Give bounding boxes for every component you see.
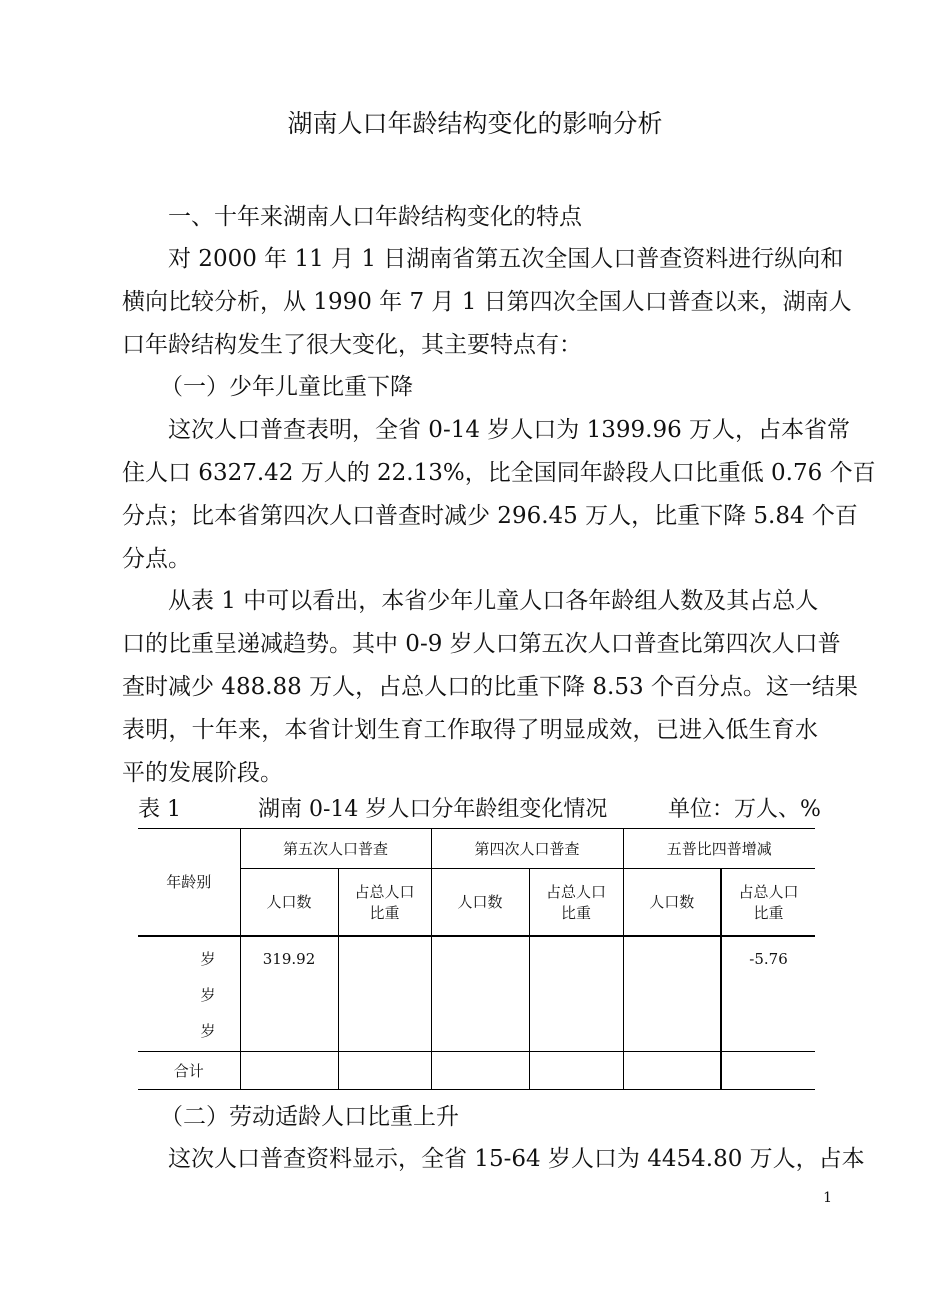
paragraph-line: 分点；比本省第四次人口普查时减少 296.45 万人，比重下降 5.84 个百 (122, 503, 858, 529)
col-header-ratio (529, 869, 623, 936)
fourth-ratio-cell (529, 936, 623, 1052)
table-caption (138, 792, 821, 824)
subsection-heading: （一）少年儿童比重下降 (160, 374, 413, 400)
total-cell (240, 1052, 338, 1090)
col-header-pop: 人口数 (623, 869, 721, 936)
total-label: 合计 (138, 1052, 240, 1090)
document-title: 湖南人口年龄结构变化的影响分析 (287, 109, 663, 138)
table-unit: 单位：万人、% (668, 797, 821, 822)
fourth-pop-cell (431, 936, 529, 1052)
diff-pop-cell (623, 936, 721, 1052)
paragraph-line: 分点。 (122, 546, 191, 572)
page-number: 1 (823, 1190, 832, 1206)
row-header-cell (138, 829, 240, 936)
data-table (138, 828, 815, 1090)
intro-line: 横向比较分析，从 1990 年 7 月 1 日第四次全国人口普查以来，湖南人 (122, 289, 852, 315)
diff-ratio-value: -5.76 (749, 949, 788, 968)
age-group-label: 岁 (200, 949, 216, 968)
total-cell (431, 1052, 529, 1090)
total-cell (529, 1052, 623, 1090)
col-header-ratio-line: 比重 (753, 903, 784, 922)
row-header: 年龄别 (166, 873, 212, 892)
paragraph-line: 平的发展阶段。 (122, 760, 283, 786)
fifth-pop-cell (240, 936, 338, 1052)
total-cell (721, 1052, 815, 1090)
section-heading: 一、十年来湖南人口年龄结构变化的特点 (168, 204, 582, 230)
paragraph-line: 表明，十年来，本省计划生育工作取得了明显成效，已进入低生育水 (122, 717, 818, 743)
intro-line: 对 2000 年 11 月 1 日湖南省第五次全国人口普查资料进行纵向和 (168, 246, 844, 272)
fifth-ratio-cell (338, 936, 431, 1052)
fifth-pop-value: 319.92 (262, 949, 316, 968)
group-header: 第五次人口普查 (240, 829, 431, 869)
group-header: 五普比四普增减 (623, 829, 815, 869)
paragraph-line: 查时减少 488.88 万人，占总人口的比重下降 8.53 个百分点。这一结果 (122, 674, 858, 700)
age-group-label: 岁 (200, 1021, 216, 1040)
paragraph-line: 住人口 6327.42 万人的 22.13%，比全国同年龄段人口比重低 0.76 个百 (122, 460, 876, 486)
col-header-ratio-line: 占总人口 (546, 882, 607, 901)
paragraph-line: 口的比重呈递减趋势。其中 0-9 岁人口第五次人口普查比第四次人口普 (122, 631, 841, 657)
diff-ratio-cell (721, 936, 815, 1052)
table-title: 湖南 0-14 岁人口分年龄组变化情况 (258, 797, 608, 822)
col-header-ratio-line: 比重 (561, 903, 592, 922)
col-header-pop: 人口数 (240, 869, 338, 936)
col-header-ratio-line: 占总人口 (354, 882, 415, 901)
paragraph-line: 这次人口普查资料显示，全省 15-64 岁人口为 4454.80 万人，占本 (168, 1146, 865, 1172)
subsection-heading: （二）劳动适龄人口比重上升 (160, 1104, 459, 1130)
intro-line: 口年龄结构发生了很大变化，其主要特点有： (122, 332, 582, 358)
paragraph-line: 从表 1 中可以看出，本省少年儿童人口各年龄组人数及其占总人 (168, 588, 819, 614)
total-cell (338, 1052, 431, 1090)
table-label: 表 1 (138, 797, 181, 822)
age-group-label: 岁 (200, 985, 216, 1004)
group-header: 第四次人口普查 (431, 829, 623, 869)
col-header-ratio-line: 比重 (369, 903, 400, 922)
age-group-cell (138, 936, 240, 1052)
col-header-ratio-line: 占总人口 (738, 882, 799, 901)
col-header-ratio (338, 869, 431, 936)
col-header-ratio (721, 869, 815, 936)
paragraph-line: 这次人口普查表明，全省 0-14 岁人口为 1399.96 万人，占本省常 (168, 417, 851, 443)
total-cell (623, 1052, 721, 1090)
col-header-pop: 人口数 (431, 869, 529, 936)
